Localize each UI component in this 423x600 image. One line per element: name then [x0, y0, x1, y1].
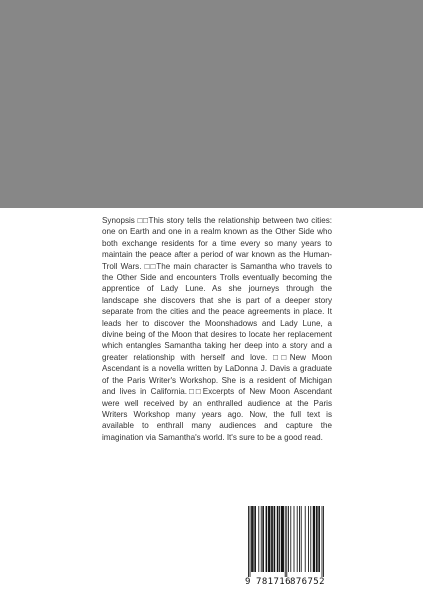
barcode-bar [308, 506, 309, 572]
barcode-bar [288, 506, 289, 572]
barcode-bar [305, 506, 306, 572]
barcode-bar [294, 506, 295, 572]
barcode-bar [251, 506, 252, 572]
barcode-bar [270, 506, 271, 572]
cover-top-band [0, 0, 423, 208]
barcode-bar [250, 506, 251, 577]
barcode-bar [261, 506, 262, 572]
barcode-bar [283, 506, 284, 572]
barcode-first-digit: 9 [245, 577, 251, 587]
barcode-right-group: 876752 [290, 577, 325, 587]
barcode-bar [274, 506, 275, 572]
barcode-bar [316, 506, 317, 572]
barcode-bar [314, 506, 315, 572]
barcode-bar [252, 506, 253, 572]
barcode-bar [255, 506, 256, 572]
barcode-bar [266, 506, 267, 572]
barcode-bar [285, 506, 286, 577]
barcode-bar [318, 506, 319, 572]
barcode-bar [301, 506, 302, 572]
barcode-bar [258, 506, 259, 572]
barcode-bar [274, 506, 275, 572]
barcode-bar [277, 506, 278, 572]
barcode-bar [299, 506, 300, 572]
barcode-bar [317, 506, 318, 572]
synopsis-text: Synopsis □□This story tells the relationship between two cities: one on Earth and one in a realm known as the Other Side who both exchange residents for a time every so many years to maintain the peace after a period of war known as the Human-Troll Wars. □□The main character is Samantha who travels to the Other Side and encounters Trolls eventually becoming the apprentice of Lady Lune. As she journeys through the landscape she discovers that she is part of a deeper story separate from the cities and the peace agreements in place. It leads her to discover the Moonshadows and Lady Lune, a divine being of the Moon that desires to locate her replacement which entangles Samantha taking her deep into a story and a greater relationship with herself and love. □□New Moon Ascendant is a novella written by LaDonna J. Davis a graduate of the Paris Writer's Workshop. She is a resident of Michigan and lives in California.□□Excerpts of New Moon Ascendant were well received by an enthralled audience at the Paris Writers Workshop many years ago. Now, the full text is available to enthrall many audiences and capture the imagination via Samantha's world. It's sure to be a good read. [102, 216, 332, 442]
barcode-bar [314, 506, 315, 572]
barcode-bar [253, 506, 254, 572]
barcode-bar [248, 506, 249, 577]
barcode-left-group: 781716 [256, 577, 291, 587]
barcode-bar [297, 506, 298, 572]
barcode-bar [310, 506, 311, 572]
barcode-bar [272, 506, 273, 572]
barcode-bar [262, 506, 263, 572]
barcode-bar [279, 506, 280, 572]
barcode-bar [323, 506, 324, 577]
barcode-bar [319, 506, 320, 572]
barcode-bar [282, 506, 283, 572]
barcode-bar [269, 506, 270, 572]
barcode-bar [268, 506, 269, 572]
barcode-bar [266, 506, 267, 572]
barcode-bar [286, 506, 287, 577]
barcode-bar [313, 506, 314, 572]
barcode-bar [254, 506, 255, 572]
barcode-bar [278, 506, 279, 572]
barcode-bar [281, 506, 282, 572]
barcode-bar [282, 506, 283, 572]
barcode-bar [263, 506, 264, 572]
barcode-bar [290, 506, 291, 572]
isbn-barcode [246, 506, 326, 578]
barcode-bar [322, 506, 323, 577]
barcode-digits [245, 577, 329, 589]
barcode-bar [271, 506, 272, 572]
